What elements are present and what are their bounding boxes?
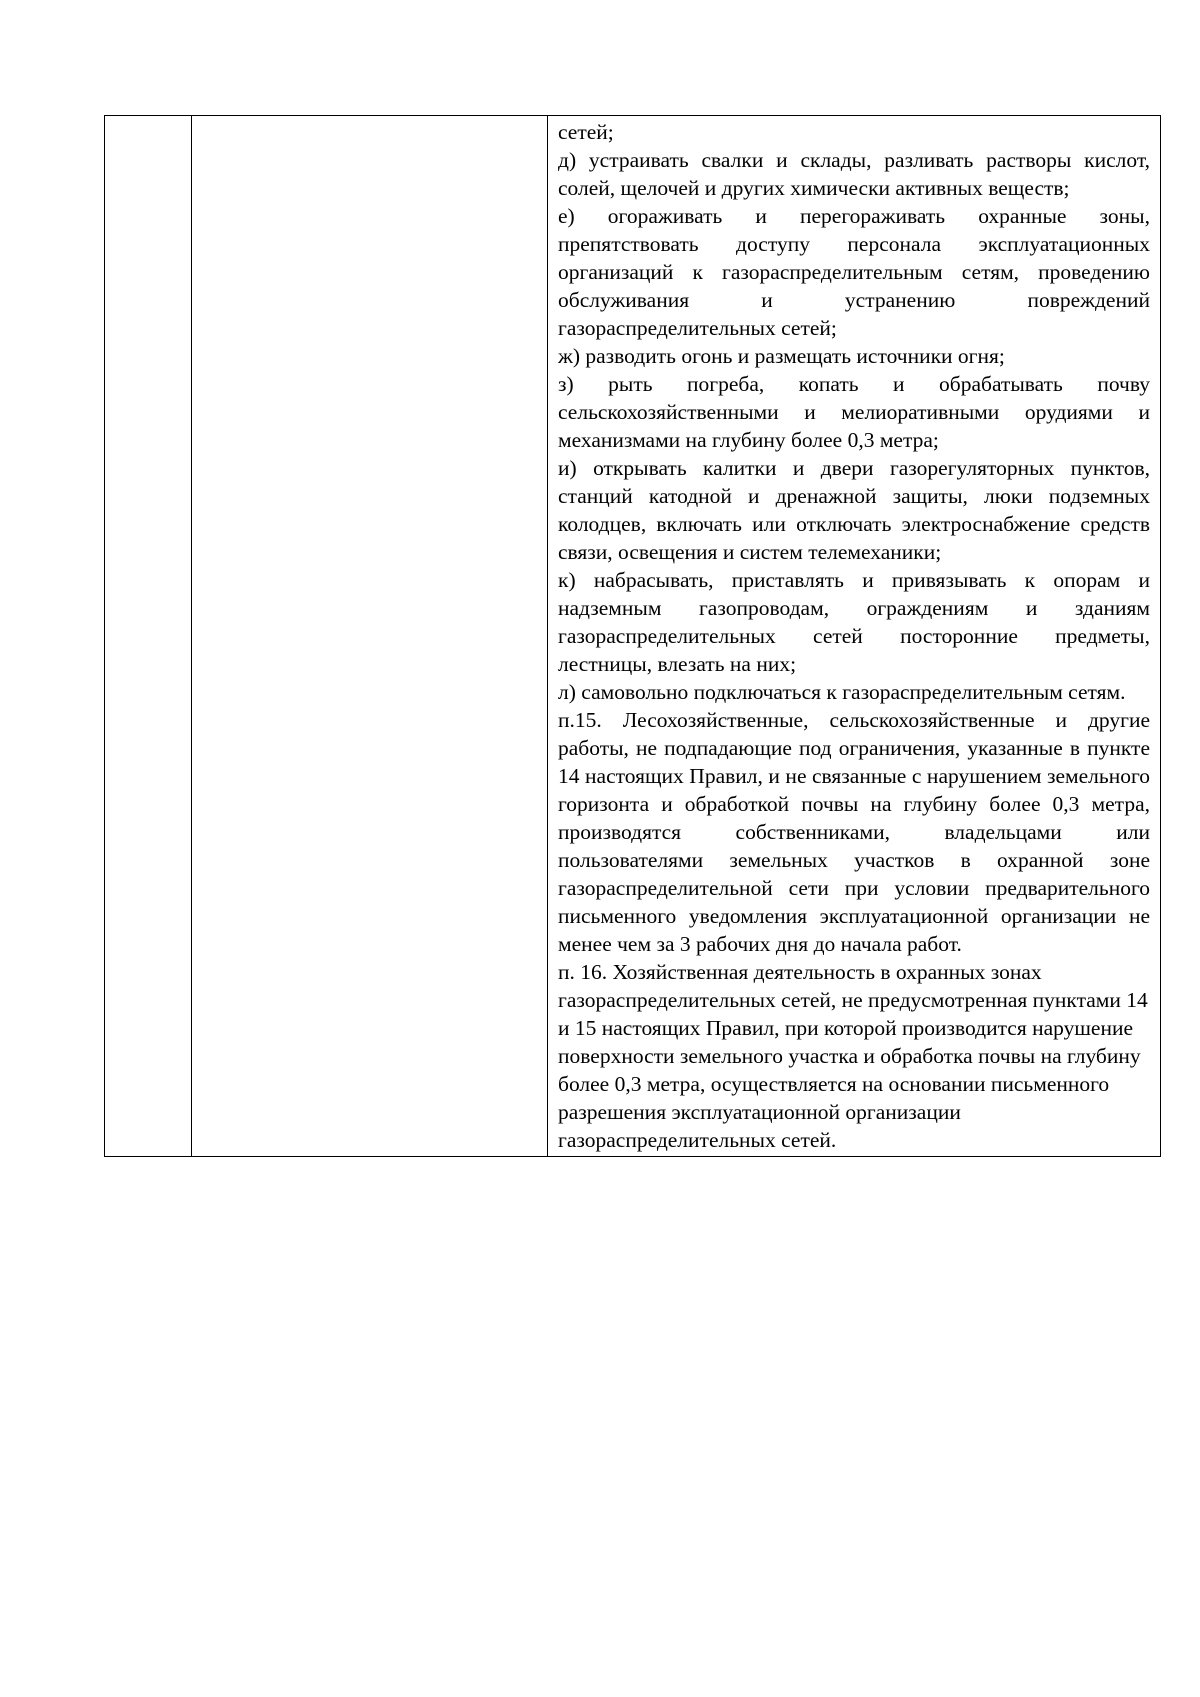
paragraph: л) самовольно подключаться к газораспределительным сетям. <box>558 680 1126 704</box>
paragraph: ж) разводить огонь и размещать источники огня; <box>558 344 1005 368</box>
table-cell-title <box>192 116 548 1157</box>
paragraph: д) устраивать свалки и склады, разливать растворы кислот, солей, щелочей и других химически активных веществ; <box>558 148 1150 200</box>
table-cell-number <box>105 116 192 1157</box>
cell-content-text <box>548 116 1160 1156</box>
paragraph: п.15. Лесохозяйственные, сельскохозяйственные и другие работы, не подпадающие под ограничения, указанные в пункте 14 настоящих Правил, и не связанные с нарушением земельного горизонта и обработкой почвы на глубину более 0,3 метра, производятся собственниками, владельцами или пользователями земельных участков в охранной зоне газораспределительной сети при условии предварительного письменного уведомления эксплуатационной организации не менее чем за 3 рабочих дня до начала работ. <box>558 708 1150 956</box>
table-row <box>105 116 1161 1157</box>
paragraph: к) набрасывать, приставлять и привязывать к опорам и надземным газопроводам, ограждениям и зданиям газораспределительных сетей посторонние предметы, лестницы, влезать на них; <box>558 568 1150 676</box>
paragraph: з) рыть погреба, копать и обрабатывать почву сельскохозяйственными и мелиоративными орудиями и механизмами на глубину более 0,3 метра; <box>558 372 1150 452</box>
regulations-table <box>104 115 1161 1157</box>
paragraph: е) огораживать и перегораживать охранные зоны, препятствовать доступу персонала эксплуатационных организаций к газораспределительным сетям, проведению обслуживания и устранению повреждений газораспределительных сетей; <box>558 204 1150 340</box>
paragraph: сетей; <box>558 120 614 144</box>
paragraph: и) открывать калитки и двери газорегуляторных пунктов, станций катодной и дренажной защиты, люки подземных колодцев, включать или отключать электроснабжение средств связи, освещения и систем телемеханики; <box>558 456 1150 564</box>
table-cell-content <box>548 116 1161 1157</box>
paragraph: п. 16. Хозяйственная деятельность в охранных зонах газораспределительных сетей, не предусмотренная пунктами 14 и 15 настоящих Правил, при которой производится нарушение поверхности земельного участка и обработка почвы на глубину более 0,3 метра, осуществляется на основании письменного разрешения эксплуатационной организации газораспределительных сетей. <box>558 960 1148 1152</box>
